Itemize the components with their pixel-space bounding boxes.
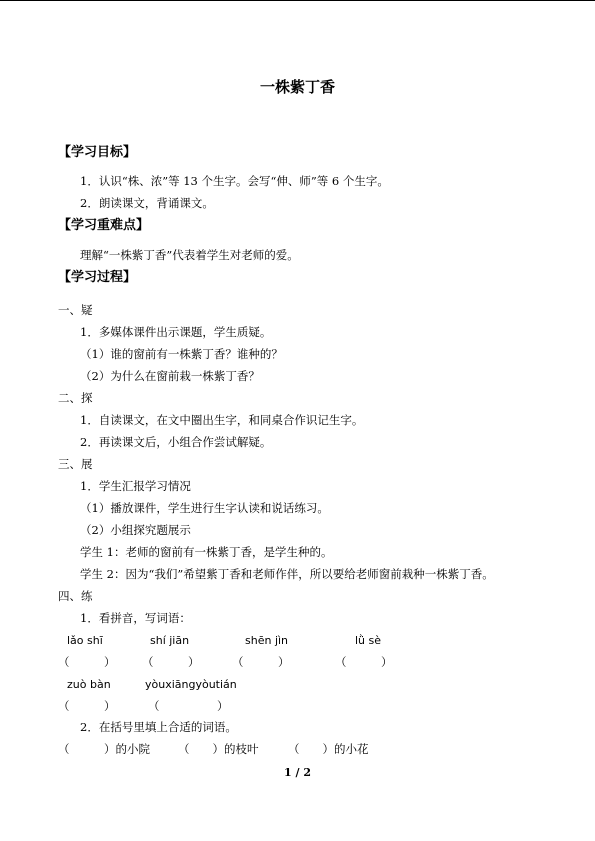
section-3-line-3: （2）小组探究题展示	[80, 523, 191, 537]
key-points-heading: 【学习重难点】	[58, 218, 150, 233]
answer-blank-5: （ ）	[58, 699, 116, 713]
section-3-line-2: （1）播放课件，学生进行生字认读和说话练习。	[80, 501, 329, 515]
answer-blank-1: （ ）	[58, 655, 116, 669]
section-3-line-5: 学生 2：因为“我们”希望紫丁香和老师作伴，所以要给老师窗前栽种一株紫丁香。	[80, 567, 494, 581]
answer-blank-2: （ ）	[142, 655, 200, 669]
pinyin-shenjin: shēn jìn	[245, 634, 289, 647]
section-3-line-1: 1．学生汇报学习情况	[80, 479, 191, 493]
exercise-2-prompt: 2．在括号里填上合适的词语。	[80, 720, 237, 734]
answer-blank-3: （ ）	[232, 655, 290, 669]
pinyin-shijian: shí jiān	[150, 634, 190, 647]
process-heading: 【学习过程】	[58, 270, 137, 285]
section-2-line-2: 2．再读课文后，小组合作尝试解疑。	[80, 435, 272, 449]
pinyin-zuoban: zuò bàn	[67, 678, 111, 691]
section-1-line-2: （1）谁的窗前有一株紫丁香？谁种的？	[80, 347, 283, 361]
goal-item-2: 2．朗读课文，背诵课文。	[80, 196, 214, 210]
section-2-title: 二、探	[58, 391, 93, 405]
key-points-text: 理解“一株紫丁香”代表着学生对老师的爱。	[80, 248, 299, 262]
page-top-rule	[0, 0, 595, 1]
fill-blank-yard: （ ）的小院	[58, 742, 150, 756]
section-3-title: 三、展	[58, 457, 93, 471]
section-2-line-1: 1．自读课文，在文中圈出生字，和同桌合作识记生字。	[80, 413, 364, 427]
page-title: 一株紫丁香	[259, 78, 335, 96]
goal-item-1: 1．认识“株、浓”等 13 个生字。会写“伸、师”等 6 个生字。	[80, 174, 389, 188]
pinyin-luse: lǜ sè	[355, 634, 382, 647]
answer-blank-4: （ ）	[335, 655, 393, 669]
fill-blank-leaves: （ ）的枝叶	[178, 742, 259, 756]
goals-heading: 【学习目标】	[58, 145, 137, 160]
section-1-line-1: 1．多媒体课件出示课题，学生质疑。	[80, 325, 272, 339]
section-1-line-3: （2）为什么在窗前栽一株紫丁香？	[80, 369, 260, 383]
pinyin-youxiangyoutian: yòuxiāngyòutián	[145, 678, 237, 691]
exercise-1-prompt: 1．看拼音，写词语：	[80, 611, 191, 625]
section-4-title: 四、练	[58, 589, 93, 603]
section-3-line-4: 学生 1：老师的窗前有一株紫丁香，是学生种的。	[80, 545, 333, 559]
section-1-title: 一、疑	[58, 303, 93, 317]
page-number: 1 / 2	[284, 766, 311, 779]
fill-blank-flowers: （ ）的小花	[288, 742, 369, 756]
answer-blank-6: （ ）	[148, 699, 229, 713]
pinyin-laoshi: lǎo shī	[67, 634, 103, 647]
